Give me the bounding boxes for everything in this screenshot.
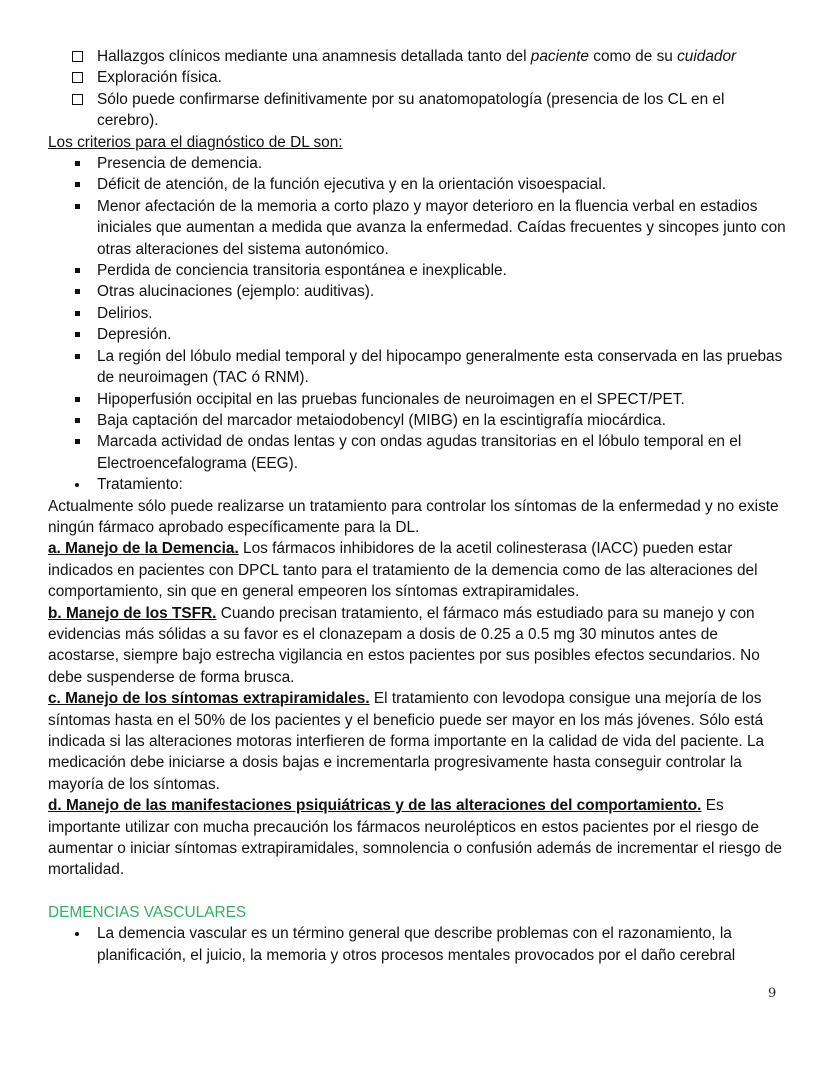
management-heading: a. Manejo de la Demencia. <box>48 540 239 558</box>
square-bullet-icon <box>75 311 80 316</box>
management-heading: c. Manejo de los síntomas extrapiramidales. <box>48 690 370 708</box>
square-bullet-icon <box>75 161 80 166</box>
vascular-bullet: La demencia vascular es un término general que describe problemas con el razonamiento, la planificación, el juicio, la memoria y otros procesos mentales provocados por el daño cerebral <box>48 923 786 966</box>
square-bullet-icon <box>75 418 80 423</box>
criteria-item: Depresión. <box>48 324 786 345</box>
criteria-item: La región del lóbulo medial temporal y del hipocampo generalmente esta conservada en las pruebas de neuroimagen (TAC ó RNM). <box>48 346 786 389</box>
square-bullet-icon <box>75 182 80 187</box>
criteria-item: Marcada actividad de ondas lentas y con ondas agudas transitorias en el lóbulo temporal en el Electroencefalograma (EEG). <box>48 431 786 474</box>
criteria-item: Presencia de demencia. <box>48 153 786 174</box>
square-bullet-icon <box>75 204 80 209</box>
diagnosis-checklist <box>48 46 786 132</box>
checkbox-icon <box>72 51 83 62</box>
checklist-item: Hallazgos clínicos mediante una anamnesis detallada tanto del paciente como de su cuidador <box>48 46 786 67</box>
criteria-heading: Los criterios para el diagnóstico de DL son: <box>48 133 343 151</box>
checklist-item: Exploración física. <box>48 67 786 88</box>
criteria-item: Menor afectación de la memoria a corto plazo y mayor deterioro en la fluencia verbal en estadios iniciales que aumentan a medida que avanza la enfermedad. Caídas frecuentes y sincopes junto con otras alteraciones del sistema autonómico. <box>48 196 786 260</box>
checklist-item: Sólo puede confirmarse definitivamente por su anatomopatología (presencia de los CL en el cerebro). <box>48 89 786 132</box>
criteria-item: Delirios. <box>48 303 786 324</box>
management-heading: b. Manejo de los TSFR. <box>48 604 217 622</box>
square-bullet-icon <box>75 332 80 337</box>
management-heading: d. Manejo de las manifestaciones psiquiátricas y de las alteraciones del comportamiento. <box>48 797 702 815</box>
checkbox-icon <box>72 72 83 83</box>
section-title: DEMENCIAS VASCULARES <box>48 903 247 921</box>
page-number: 9 <box>768 986 777 1001</box>
square-bullet-icon <box>75 397 80 402</box>
criteria-item: Perdida de conciencia transitoria espontánea e inexplicable. <box>48 260 786 281</box>
checkbox-icon <box>72 94 83 105</box>
square-bullet-icon <box>75 354 80 359</box>
round-bullet-icon <box>75 483 79 487</box>
criteria-item: Hipoperfusión occipital en las pruebas funcionales de neuroimagen en el SPECT/PET. <box>48 389 786 410</box>
management-paragraph: b. Manejo de los TSFR. Cuando precisan tratamiento, el fármaco más estudiado para su manejo y con evidencias más sólidas a su favor es el clonazepam a dosis de 0.25 a 0.5 mg 30 minutos antes de acostarse, siempre bajo estrecha vigilancia en estos pacientes por sus posibles efectos secundarios. No debe suspenderse de forma brusca. <box>48 604 760 686</box>
management-paragraph: d. Manejo de las manifestaciones psiquiátricas y de las alteraciones del comportamiento. Es importante utilizar con mucha precaución los fármacos neurolépticos en estos pacientes por el riesgo de aumentar o iniciar síntomas extrapiramidales, somnolencia o confusión además de incrementar el riesgo de mortalidad. <box>48 797 782 879</box>
management-paragraph: a. Manejo de la Demencia. Los fármacos inhibidores de la acetil colinesterasa (IACC) pueden estar indicados en pacientes con DPCL tanto para el tratamiento de la demencia como de las alteraciones del comportamiento, sin que en general empeoren los síntomas extrapiramidales. <box>48 540 758 601</box>
treatment-intro: Actualmente sólo puede realizarse un tratamiento para controlar los síntomas de la enfermedad y no existe ningún fármaco aprobado específicamente para la DL. <box>48 497 779 536</box>
criteria-item: Baja captación del marcador metaiodobencyl (MIBG) en la escintigrafía miocárdica. <box>48 410 786 431</box>
square-bullet-icon <box>75 439 80 444</box>
criteria-item: Otras alucinaciones (ejemplo: auditivas). <box>48 281 786 302</box>
management-paragraph: c. Manejo de los síntomas extrapiramidales. El tratamiento con levodopa consigue una mejoría de los síntomas hasta en el 50% de los pacientes y el beneficio puede ser mayor en los más jóvenes. Sólo está indicada si las alteraciones motoras interfieren de forma importante en la calidad de vida del paciente. La medicación debe iniciarse a dosis bajas e incrementarla progresivamente hasta conseguir controlar la mayoría de los síntomas. <box>48 690 765 793</box>
square-bullet-icon <box>75 289 80 294</box>
criteria-list <box>48 153 786 496</box>
round-bullet-icon <box>75 932 79 936</box>
page-content <box>48 46 786 966</box>
square-bullet-icon <box>75 268 80 273</box>
treatment-bullet: Tratamiento: <box>48 474 786 495</box>
criteria-item: Déficit de atención, de la función ejecutiva y en la orientación visoespacial. <box>48 174 786 195</box>
